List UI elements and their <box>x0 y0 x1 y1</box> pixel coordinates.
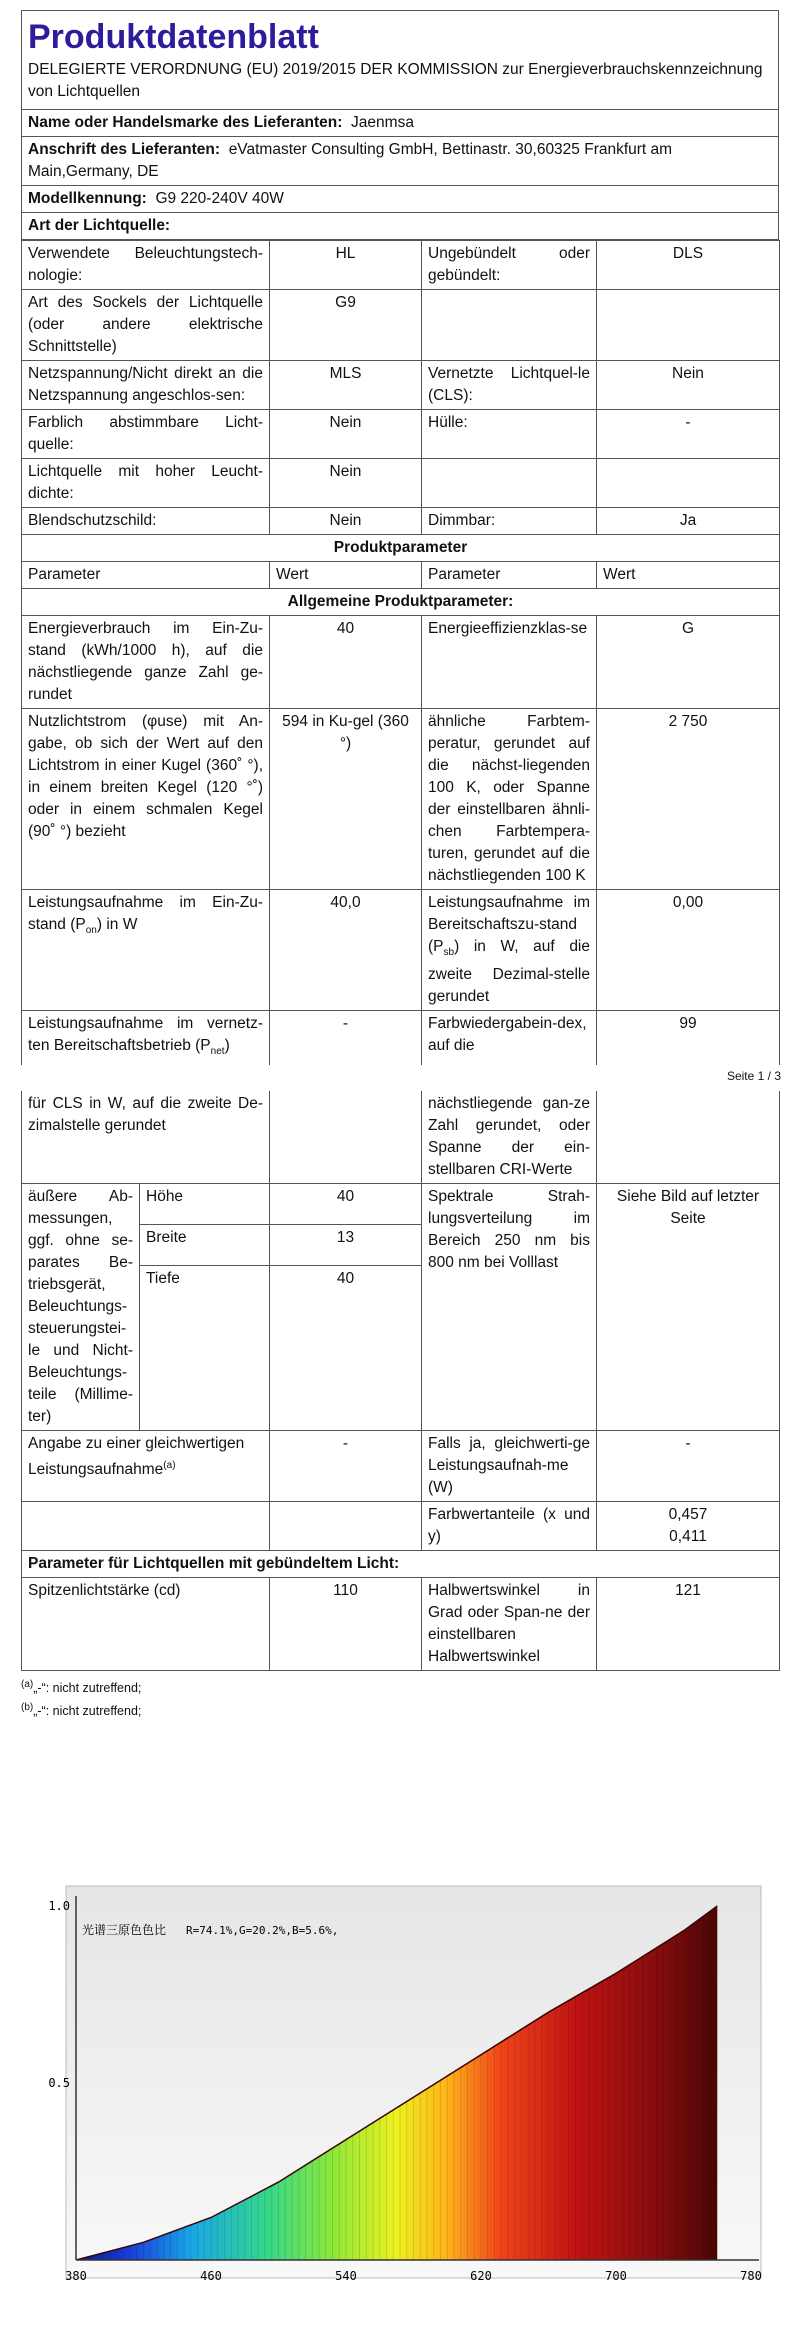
light-type-label: Hülle: <box>422 410 597 459</box>
page2-table <box>21 1091 780 1671</box>
light-type-label: Verwendete Beleuchtungstech-nologie: <box>22 241 270 290</box>
x-tick-label: 540 <box>335 2269 357 2283</box>
flux-label: Nutzlichtstrom (φuse) mit An-gabe, ob sich der Wert auf den Lichtstrom in einer Kugel (360˚ °), in einem breiten Kegel (120 °˚) oder in einem schmalen Kegel (90˚ °) bezieht <box>22 709 270 890</box>
depth-value: 40 <box>270 1266 422 1431</box>
light-type-label: Dimmbar: <box>422 508 597 535</box>
light-type-value: DLS <box>597 241 780 290</box>
light-type-heading: Art der Lichtquelle: <box>22 213 779 240</box>
light-type-row <box>22 290 780 361</box>
chroma-label: Farbwertanteile (x und y) <box>422 1502 597 1551</box>
x-tick-label: 460 <box>200 2269 222 2283</box>
psb-value: 0,00 <box>597 890 780 1011</box>
light-type-label: Netzspannung/Nicht direkt an die Netzspannung angeschlos-sen: <box>22 361 270 410</box>
empty-cell <box>22 1502 270 1551</box>
light-type-row <box>22 361 780 410</box>
page-title: Produktdatenblatt <box>28 18 319 56</box>
supplier-name-label: Name oder Handelsmarke des Lieferanten: <box>28 114 343 131</box>
light-type-value: Nein <box>270 459 422 508</box>
chart-subtitle: R=74.1%,G=20.2%,B=5.6%, <box>186 1924 339 1937</box>
light-type-value <box>597 290 780 361</box>
supplier-address-label: Anschrift des Lieferanten: <box>28 141 221 158</box>
cri-label-cont: nächstliegende gan-ze Zahl gerundet, oder Spanne der ein-stellbaren CRI-Werte <box>422 1091 597 1184</box>
light-type-label: Vernetzte Lichtquel-le (CLS): <box>422 361 597 410</box>
col-value-2: Wert <box>597 562 780 589</box>
chroma-value: 0,457 0,411 <box>597 1502 780 1551</box>
page-break <box>21 1065 779 1091</box>
pon-value: 40,0 <box>270 890 422 1011</box>
model-value: G9 220-240V 40W <box>155 190 284 207</box>
cri-value-cont <box>597 1091 780 1184</box>
depth-label: Tiefe <box>140 1266 270 1431</box>
light-type-label: Lichtquelle mit hoher Leucht-dichte: <box>22 459 270 508</box>
light-type-value: Ja <box>597 508 780 535</box>
light-type-value <box>597 459 780 508</box>
light-type-value: Nein <box>270 410 422 459</box>
chart-title: 光谱三原色色比 <box>82 1923 167 1937</box>
pnet-value-cont <box>270 1091 422 1184</box>
footnotes <box>21 1675 779 1721</box>
cct-label: ähnliche Farbtem-peratur, gerundet auf die nächst-liegenden 100 K, oder Spanne der einstellbaren ähnli-chen Farbtempera-turen, gerundet auf die nächstliegenden 100 K <box>422 709 597 890</box>
x-tick-label: 620 <box>470 2269 492 2283</box>
page-marker: Seite 1 / 3 <box>726 1069 781 1084</box>
energy-class-label: Energieeffizienzklas-se <box>422 616 597 709</box>
light-type-row <box>22 459 780 508</box>
equiv-value: - <box>270 1431 422 1502</box>
height-value: 40 <box>270 1184 422 1225</box>
empty-cell <box>270 1502 422 1551</box>
dims-label: äußere Ab-messungen, ggf. ohne se-parates Be-triebsgerät, Beleuchtungs-steuerungstei-le und Nicht-Beleuchtungs-teile (Millime-ter) <box>22 1184 140 1431</box>
height-label: Höhe <box>140 1184 270 1225</box>
light-type-label: Ungebündelt oder gebündelt: <box>422 241 597 290</box>
light-type-row <box>22 410 780 459</box>
beam-label: Halbwertswinkel in Grad oder Span-ne der einstellbaren Halbwertswinkel <box>422 1578 597 1671</box>
pnet-label-cont: für CLS in W, auf die zweite De-zimalstelle gerundet <box>22 1091 270 1184</box>
supplier-address-value: eVatmaster Consulting GmbH, Bettinastr. 30,60325 Frankfurt am Main,Germany, DE <box>28 141 673 180</box>
light-type-row <box>22 241 780 290</box>
datasheet <box>21 10 779 1722</box>
energy-label: Energieverbrauch im Ein-Zu-stand (kWh/1000 h), auf die nächstliegende ganze Zahl ge-rundet <box>22 616 270 709</box>
header-table <box>21 10 779 240</box>
dls-heading: Parameter für Lichtquellen mit gebündeltem Licht: <box>22 1551 780 1578</box>
flux-value: 594 in Ku-gel (360 °) <box>270 709 422 890</box>
light-type-label <box>422 459 597 508</box>
y-tick-label: 0.5 <box>48 2076 70 2090</box>
supplier-name-value: Jaenmsa <box>351 114 414 131</box>
light-type-label: Blendschutzschild: <box>22 508 270 535</box>
regulation-subtitle: DELEGIERTE VERORDNUNG (EU) 2019/2015 DER KOMMISSION zur Energieverbrauchskennzeichnung von Lichtquellen <box>28 61 763 100</box>
spd-value: Siehe Bild auf letzter Seite <box>597 1184 780 1431</box>
light-type-label: Farblich abstimmbare Licht-quelle: <box>22 410 270 459</box>
model-label: Modellkennung: <box>28 190 147 207</box>
light-type-table <box>21 240 780 1065</box>
ifyes-label: Falls ja, gleichwerti-ge Leistungsaufnah-me (W) <box>422 1431 597 1502</box>
pnet-label: Leistungsaufnahme im vernetz-ten Bereitschaftsbetrieb $(P_{net})$ <box>22 1011 270 1066</box>
cri-value: 99 <box>597 1011 780 1066</box>
cri-label: Farbwiedergabein-dex, auf die <box>422 1011 597 1066</box>
light-type-label <box>422 290 597 361</box>
light-type-value: - <box>597 410 780 459</box>
light-type-value: Nein <box>597 361 780 410</box>
footnote-a: $^{(a)}$„-“: nicht zutreffend; <box>21 1679 142 1696</box>
light-type-value: Nein <box>270 508 422 535</box>
width-label: Breite <box>140 1225 270 1266</box>
x-tick-label: 380 <box>65 2269 87 2283</box>
pnet-value: - <box>270 1011 422 1066</box>
light-type-value: HL <box>270 241 422 290</box>
width-value: 13 <box>270 1225 422 1266</box>
light-type-value: G9 <box>270 290 422 361</box>
col-parameter-1: Parameter <box>22 562 270 589</box>
peak-label: Spitzenlichtstärke (cd) <box>22 1578 270 1671</box>
energy-value: 40 <box>270 616 422 709</box>
light-type-row <box>22 508 780 535</box>
footnote-b: $^{(b)}$„-“: nicht zutreffend; <box>21 1702 142 1719</box>
pon-label: Leistungsaufnahme im Ein-Zu-stand $(P_{on})$ in W <box>22 890 270 1011</box>
light-type-label: Art des Sockels der Lichtquelle (oder andere elektrische Schnittstelle) <box>22 290 270 361</box>
equiv-label: Angabe zu einer gleichwertigen Leistungsaufnahme$^{(a)}$ <box>22 1431 270 1502</box>
x-tick-label: 780 <box>740 2269 762 2283</box>
product-params-heading: Produktparameter <box>22 535 780 562</box>
energy-class-value: G <box>597 616 780 709</box>
beam-value: 121 <box>597 1578 780 1671</box>
spd-label: Spektrale Strah-lungsverteilung im Bereich 250 nm bis 800 nm bei Volllast <box>422 1184 597 1431</box>
col-value-1: Wert <box>270 562 422 589</box>
spectrum-chart-svg <box>36 1880 776 2320</box>
spectrum-chart <box>36 1880 776 2320</box>
light-type-value: MLS <box>270 361 422 410</box>
x-tick-label: 700 <box>605 2269 627 2283</box>
col-parameter-2: Parameter <box>422 562 597 589</box>
y-tick-label: 1.0 <box>48 1899 70 1913</box>
general-params-heading: Allgemeine Produktparameter: <box>22 589 780 616</box>
cct-value: 2 750 <box>597 709 780 890</box>
peak-value: 110 <box>270 1578 422 1671</box>
ifyes-value: - <box>597 1431 780 1502</box>
psb-label: Leistungsaufnahme im Bereitschaftszu-stand $(P_{sb})$ in W, auf die zweite Dezimal-stelle gerundet <box>422 890 597 1011</box>
